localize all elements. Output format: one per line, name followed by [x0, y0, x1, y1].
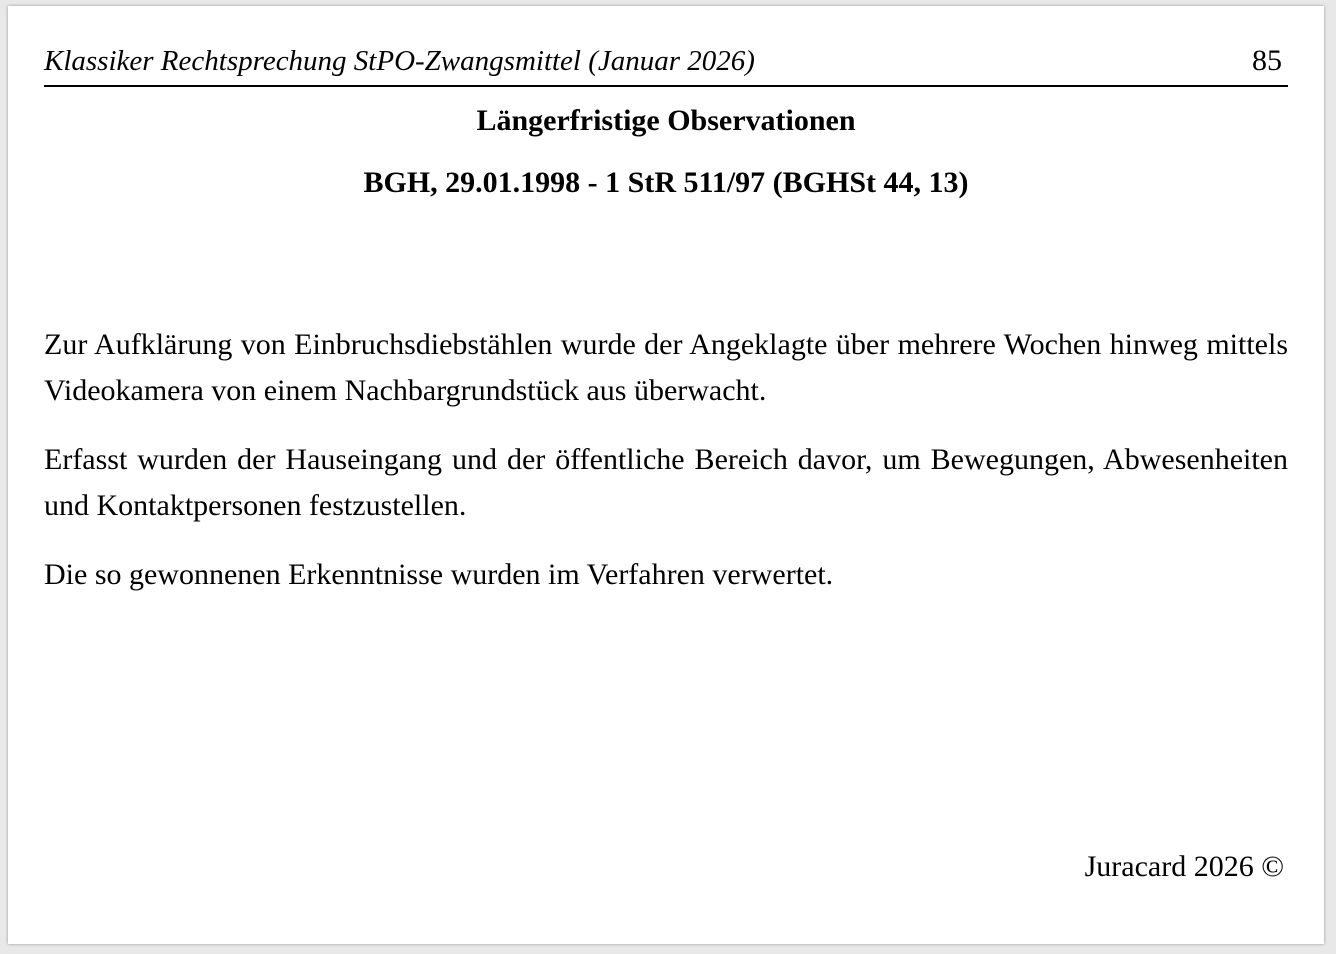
running-title: Klassiker Rechtsprechung StPO-Zwangsmittel (Januar 2026) [44, 45, 755, 77]
title-block [44, 101, 1288, 204]
case-citation: BGH, 29.01.1998 - 1 StR 511/97 (BGHSt 44, 13) [363, 166, 969, 200]
body-paragraph: Zur Aufklärung von Einbruchsdiebstählen wurde der Angeklagte über mehrere Wochen hinweg mittels Videokamera von einem Nachbargrundstück aus überwacht. [44, 327, 1288, 408]
document-page [8, 6, 1324, 944]
page-number: 85 [1252, 44, 1282, 77]
body-paragraph: Erfasst wurden der Hauseingang und der öffentliche Bereich davor, um Bewegungen, Abwesenheiten und Kontaktpersonen festzustellen. [44, 442, 1288, 523]
page-content [44, 44, 1288, 920]
page-header [44, 44, 1288, 87]
page-title: Längerfristige Observationen [476, 103, 856, 137]
body-paragraph: Die so gewonnenen Erkenntnisse wurden im Verfahren verwertet. [44, 557, 834, 591]
footer-copyright: Juracard 2026 © [1084, 850, 1284, 883]
body-text [44, 322, 1288, 599]
